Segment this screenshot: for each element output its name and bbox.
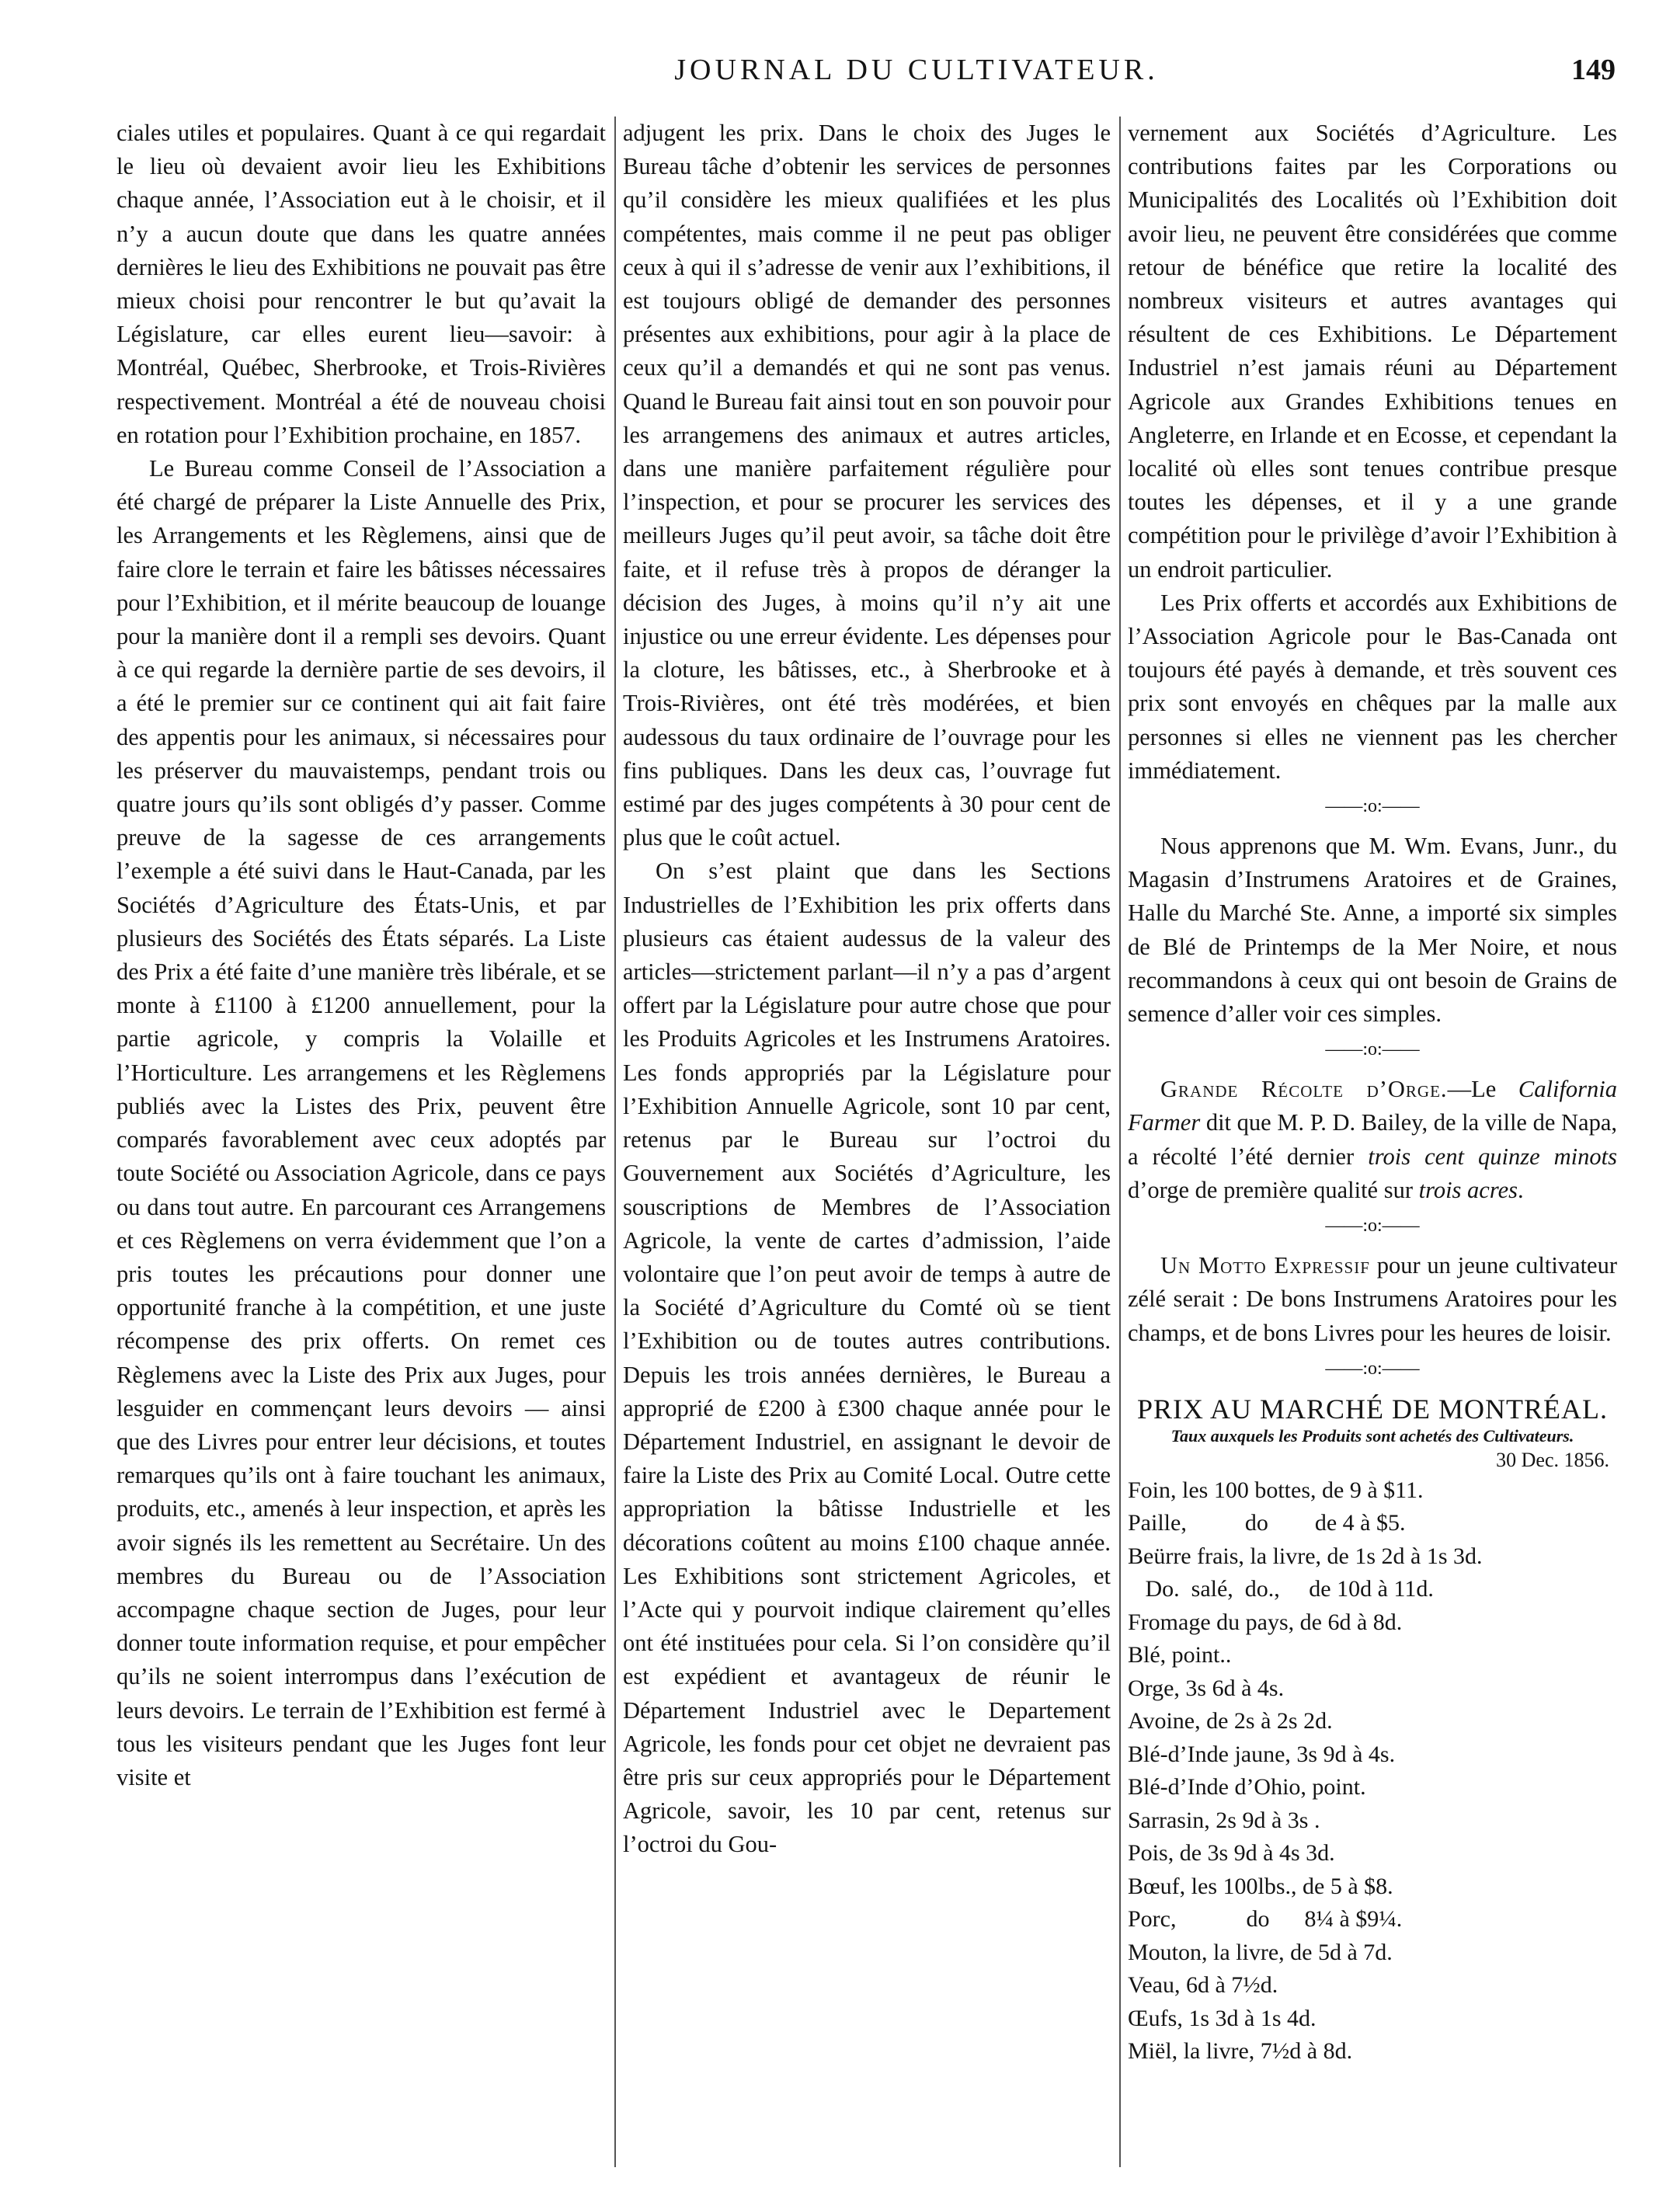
news-item-barley xyxy=(1128,1073,1617,1207)
list-item: Veau, 6d à 7½d. xyxy=(1128,1972,1278,1999)
paragraph: vernement aux Sociétés d’Agriculture. Les contributions faites par les Corporations ou Municipalités des Localités où l’Exhibition doit avoir lieu, ne peuvent être considérées que comme retour de bénéfice que retire la localité des nombreux visiteurs et autres avantages qui résultent de ces Exhibitions. Le Département Industriel n’est jamais réuni au Département Agricole aux Grandes Exhibitions tenues en Angleterre, en Irlande et en Ecosse, et cependant la localité où elles sont tenues contribue presque toutes les dépenses, et il y a une grande compétition pour le privilège d’avoir l’Exhibition à un endroit particulier. xyxy=(1128,120,1617,583)
list-item: Œufs, 1s 3d à 1s 4d. xyxy=(1128,2005,1317,2031)
text-run: dit que M. P. D. Bailey, de la ville de Napa, a récolté l’été dernier xyxy=(1128,1109,1617,1170)
news-item-motto xyxy=(1128,1249,1617,1350)
column-divider-1 xyxy=(614,117,616,2167)
market-prices-title: PRIX AU MARCHÉ DE MONTRÉAL. xyxy=(1136,1393,1609,1425)
page-number: 149 xyxy=(1571,54,1616,86)
column-3 xyxy=(1128,117,1617,2175)
list-item: Porc, do 8¼ à $9¼. xyxy=(1128,1906,1403,1933)
column-divider-2 xyxy=(1119,117,1121,2167)
list-item: Paille, do de 4 à $5. xyxy=(1128,1510,1406,1536)
paragraph: adjugent les prix. Dans le choix des Juges le Bureau tâche d’obtenir les services de personnes qu’il considère les mieux qualifiées et les plus compétentes, mais comme il ne peut pas obliger ceux à qui il s’adresse de venir aux l’exhibitions, il est toujours obligé de demander des personnes présentes aux exhibitions, pour agir à la place de ceux qu’il a demandés et qui ne sont pas venus. Quand le Bureau fait ainsi tout en son pouvoir pour les arrangemens des animaux et autres articles, dans une manière parfaitement régulière pour l’inspection, et pour se procurer les services des meilleurs Juges qu’il peut avoir, sa tâche doit être faite, et il refuse très à propos de déranger la décision des Juges, à moins qu’il n’y ait une injustice ou une erreur évidente. Les dépenses pour la cloture, les bâtisses, etc., à Sherbrooke et à Trois-Rivières, ont été très modérées, et bien audessous du taux ordinaire de l’ouvrage pour les fins publiques. Dans les deux cas, l’ouvrage fut estimé par des juges compétents à 30 pour cent de plus que le coût actuel. xyxy=(623,120,1111,851)
market-prices-date: 30 Dec. 1856. xyxy=(1496,1448,1609,1471)
list-item: Do. salé, do., de 10d à 11d. xyxy=(1128,1576,1434,1602)
running-title: JOURNAL DU CULTIVATEUR. xyxy=(674,54,1159,86)
text-run: —Le xyxy=(1447,1076,1518,1103)
text-run: . xyxy=(1517,1176,1524,1203)
list-item: Blé, point.. xyxy=(1128,1642,1232,1668)
paragraph: ciales utiles et populaires. Quant à ce qui regardait le lieu où devaient avoir lieu les Exhibitions chaque année, l’Association eut à le choisir, et il n’y a aucun doute que dans les quatre années dernières le lieu des Exhibitions ne pouvait pas être mieux choisi pour rencontrer le but qu’avait la Législature, car elles eurent lieu—savoir: à Montréal, Québec, Sherbrooke, et Trois-Rivières respectivement. Montréal a été de nouveau choisi en rotation pour l’Exhibition prochaine, en 1857. xyxy=(117,120,606,448)
list-item: Sarrasin, 2s 9d à 3s . xyxy=(1128,1807,1320,1833)
column-2 xyxy=(623,117,1111,2175)
separator: ——:o:—— xyxy=(1325,796,1420,817)
list-item: Blé-d’Inde d’Ohio, point. xyxy=(1128,1774,1366,1801)
emphasis: trois cent quinze minots xyxy=(1368,1143,1617,1170)
emphasis: California Farmer xyxy=(1128,1076,1617,1136)
market-prices xyxy=(1128,1392,1617,2068)
text-run: pour un jeune cultivateur zélé serait : De bons Instrumens Aratoires pour les champs, et de bons Livres pour les heures de loisir. xyxy=(1128,1252,1617,1346)
list-item: Pois, de 3s 9d à 4s 3d. xyxy=(1128,1840,1335,1867)
paragraph: Le Bureau comme Conseil de l’Association a été chargé de préparer la Liste Annuelle des Prix, les Arrangements et les Règlemens, ainsi que de faire clore le terrain et faire les bâtisses nécessaires pour l’Exhibition, et il mérite beaucoup de louange pour la manière dont il a rempli ses devoirs. Quant à ce qui regarde la dernière partie de ses devoirs, il a été le premier sur ce continent qui ait fait faire des appentis pour les animaux, si nécessaires pour les préserver du mauvaistemps, pendant trois ou quatre jours qu’ils sont obligés d’y passer. Comme preuve de la sagesse de ces arrangements l’exemple a été suivi dans le Haut-Canada, par les Sociétés d’Agriculture des États-Unis, et par plusieurs des Sociétés des États séparés. La Liste des Prix a été faite d’une manière très libérale, et se monte à £1100 à £1200 annuellement, pour la partie agricole, y compris la Volaille et l’Horticulture. Les arrangemens et les Règlemens publiés avec la Listes des Prix, peuvent être comparés favorablement avec ceux adoptés par toute Société ou Association Agricole, dans ce pays ou dans tout autre. En parcourant ces Arrangemens et ces Règlemens on verra évidemment que l’on a pris toutes les précautions pour donner une opportunité franche à la compétition, et une juste récompense des prix offerts. On remet ces Règlemens avec la Liste des Prix aux Juges, pour lesguider en commençant leurs devoirs — ainsi que des Livres pour entrer leur décisions, et toutes remarques qu’ils ont à faire touchant les animaux, produits, etc., amenés à leur inspection, et après les avoir signés ils les remettent au Secrétaire. Un des membres du Bureau ou de l’Association accompagne chaque section de Juges, pour leur donner toute information requise, et pour empêcher qu’ils ne soient interrompus dans l’exécution de leurs devoirs. Le terrain de l’Exhibition est fermé à tous les visiteurs pendant que les Juges font leur visite et xyxy=(117,455,606,1790)
emphasis: trois acres xyxy=(1418,1176,1518,1203)
list-item: Beürre frais, la livre, de 1s 2d à 1s 3d. xyxy=(1128,1543,1483,1569)
text-run: d’orge de première qualité sur xyxy=(1128,1176,1419,1203)
list-item: Bœuf, les 100lbs., de 5 à $8. xyxy=(1128,1873,1393,1899)
list-item: Foin, les 100 bottes, de 9 à $11. xyxy=(1128,1477,1424,1503)
paragraph: On s’est plaint que dans les Sections Industrielles de l’Exhibition les prix offerts dans plusieurs cas étaient audessus de la valeur des articles—strictement parlant—il n’y a pas d’argent offert par la Législature pour autre chose que pour les Produits Agricoles et les Instrumens Aratoires. Les fonds appropriés par la Législature pour l’Exhibition Annuelle Agricole, sont 10 par cent, retenus par le Bureau sur l’octroi du Gouvernement aux Sociétés d’Agriculture, les souscriptions de Membres de l’Association Agricole, la vente de cartes d’admission, l’aide volontaire que l’on peut avoir de temps à autre de la Société d’Agriculture du Comté où se tient l’Exhibition ou de toutes autres contributions. Depuis les trois années dernières, le Bureau a approprié de £200 à £300 chaque année pour le Département Industriel, en assignant le devoir de faire la Liste des Prix au Comité Local. Outre cette appropriation la bâtisse Industrielle et les décorations coûtent au moins £100 chaque année. Les Exhibitions sont strictement Agricoles, et l’Acte qui y pourvoit indique clairement qu’elles ont été instituées pour cela. Si l’on considère qu’il est expédient et avantageux de réunir le Département Industriel avec le Departement Agricole, les fonds pour cet objet ne devraient pas être pris sur ceux appropriés pour le Département Agricole, savoir, les 10 par cent, retenus sur l’octroi du Gou- xyxy=(623,858,1111,1858)
column-1 xyxy=(117,117,606,2175)
separator: ——:o:—— xyxy=(1325,1358,1420,1379)
list-item: Mouton, la livre, de 5d à 7d. xyxy=(1128,1939,1393,1965)
list-item: Blé-d’Inde jaune, 3s 9d à 4s. xyxy=(1128,1741,1396,1767)
price-list xyxy=(1128,1474,1617,2068)
page-header xyxy=(117,53,1616,99)
list-item: Miël, la livre, 7½d à 8d. xyxy=(1128,2038,1353,2065)
list-item: Fromage du pays, de 6d à 8d. xyxy=(1128,1609,1403,1635)
paragraph: Les Prix offerts et accordés aux Exhibitions de l’Association Agricole pour le Bas-Canada ont toujours été payés à demande, et très souvent ces prix sont envoyés en chêques par la malle aux personnes si elles ne viennent pas les chercher immédiatement. xyxy=(1128,589,1617,784)
market-prices-subtitle: Taux auxquels les Produits sont achetés des Cultivateurs. xyxy=(1170,1425,1574,1446)
paragraph: Nous apprenons que M. Wm. Evans, Junr., du Magasin d’Instrumens Aratoires et de Graines, Halle du Marché Ste. Anne, a importé six simples de Blé de Printemps de la Mer Noire, et nous recommandons à ceux qui ont besoin de Grains de semence d’aller voir ces simples. xyxy=(1128,833,1617,1028)
list-item: Avoine, de 2s à 2s 2d. xyxy=(1128,1708,1333,1734)
separator: ——:o:—— xyxy=(1325,1216,1420,1237)
separator: ——:o:—— xyxy=(1325,1039,1420,1060)
item-lead: Grande Récolte d’Orge. xyxy=(1160,1076,1448,1103)
item-lead: Un Motto Expressif xyxy=(1160,1252,1370,1279)
list-item: Orge, 3s 6d à 4s. xyxy=(1128,1675,1285,1701)
